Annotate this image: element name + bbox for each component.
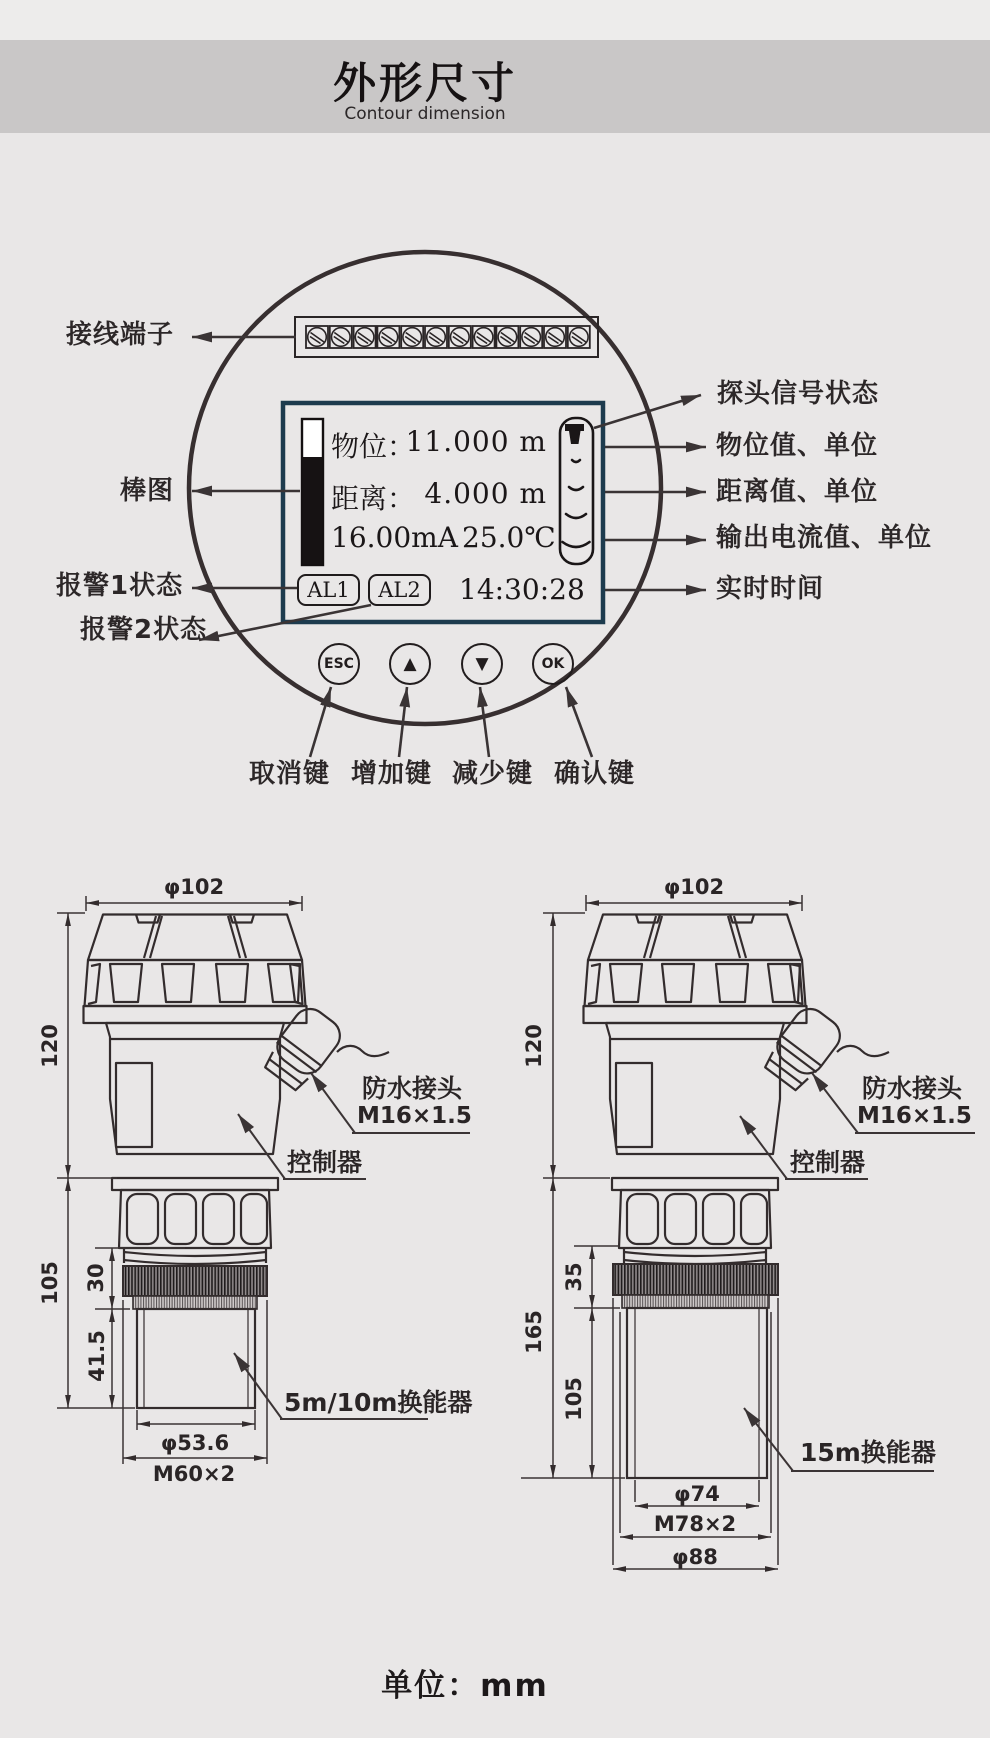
callout-terminal-label: 接线端子 <box>66 320 175 350</box>
ok-key-label: OK <box>541 656 565 672</box>
right-gland-thread: M16×1.5 <box>857 1103 972 1129</box>
esc-key-label: ESC <box>324 656 354 672</box>
terminal-block <box>295 317 598 357</box>
right-gland-label: 防水接头 <box>862 1074 963 1103</box>
dim-left-probe-exposed: 41.5 <box>85 1330 109 1382</box>
dim-left-thread: M60×2 <box>152 1462 236 1486</box>
dim-right-height-lower: 165 <box>522 1310 546 1354</box>
callout-alarm1-label: 报警1状态 <box>56 571 184 601</box>
dim-right-probe-inner: 105 <box>562 1377 586 1421</box>
lcd-time-value: 14:30:28 <box>459 573 585 606</box>
down-key-name: 减少键 <box>452 759 534 789</box>
dim-right-ring-height: 35 <box>562 1262 586 1292</box>
ok-key <box>532 643 574 685</box>
esc-key <box>318 643 360 685</box>
alarm2-badge <box>368 574 431 606</box>
callout-time-label: 实时时间 <box>716 574 825 604</box>
unit-note: 单位：mm <box>381 1668 549 1704</box>
dim-right-top-diameter: φ102 <box>663 875 725 899</box>
dim-right-outer-diameter: φ88 <box>672 1545 718 1569</box>
dim-left-height-lower: 105 <box>38 1261 62 1305</box>
callout-distance-label: 距离值、单位 <box>716 477 879 507</box>
dim-left-ring-height: 30 <box>84 1263 108 1293</box>
right-controller-label: 控制器 <box>790 1148 866 1177</box>
lcd-distance-value: 4.000 m <box>424 477 547 510</box>
signal-waves-icon <box>563 460 590 547</box>
alarm2-text: AL2 <box>378 578 421 602</box>
up-key <box>389 643 431 685</box>
page-title: 外形尺寸 <box>333 59 517 109</box>
lcd-level-value: 11.000 m <box>405 425 547 458</box>
device-drawing-right <box>584 915 890 1479</box>
up-key-name: 增加键 <box>351 759 433 789</box>
left-gland-thread: M16×1.5 <box>357 1103 472 1129</box>
right-transducer-label: 15m换能器 <box>800 1438 936 1467</box>
callout-bargraph-label: 棒图 <box>120 476 175 506</box>
bar-graph <box>302 419 323 565</box>
probe-icon <box>565 424 584 444</box>
callout-signal-label: 探头信号状态 <box>717 379 880 409</box>
esc-key-name: 取消键 <box>249 759 331 789</box>
dim-right-height-upper: 120 <box>522 1024 546 1068</box>
dim-right-probe-diameter: φ74 <box>674 1482 720 1506</box>
callout-current-label: 输出电流值、单位 <box>716 523 933 553</box>
dim-left-top-diameter: φ102 <box>163 875 225 899</box>
lcd-level-label: 物位： <box>331 430 416 463</box>
signal-indicator <box>560 418 593 564</box>
dimensions-right <box>521 895 802 1569</box>
dim-left-probe-diameter: φ53.6 <box>160 1431 230 1455</box>
alarm1-badge <box>297 574 360 606</box>
lcd-current-value: 16.00mA <box>331 521 458 554</box>
lcd-distance-label: 距离： <box>331 482 416 515</box>
dim-right-thread: M78×2 <box>653 1512 737 1536</box>
down-icon: ▼ <box>475 654 489 674</box>
up-icon: ▲ <box>403 654 417 674</box>
left-controller-label: 控制器 <box>287 1148 363 1177</box>
dim-left-height-upper: 120 <box>38 1024 62 1068</box>
callout-alarm2-label: 报警2状态 <box>80 615 208 645</box>
callout-level-label: 物位值、单位 <box>716 431 879 461</box>
lcd-temperature-value: 25.0℃ <box>462 521 556 554</box>
left-transducer-label: 5m/10m换能器 <box>284 1388 473 1417</box>
ok-key-name: 确认键 <box>554 759 636 789</box>
left-gland-label: 防水接头 <box>362 1074 463 1103</box>
down-key <box>461 643 503 685</box>
page-subtitle: Contour dimension <box>344 104 506 124</box>
alarm1-text: AL1 <box>307 578 350 602</box>
